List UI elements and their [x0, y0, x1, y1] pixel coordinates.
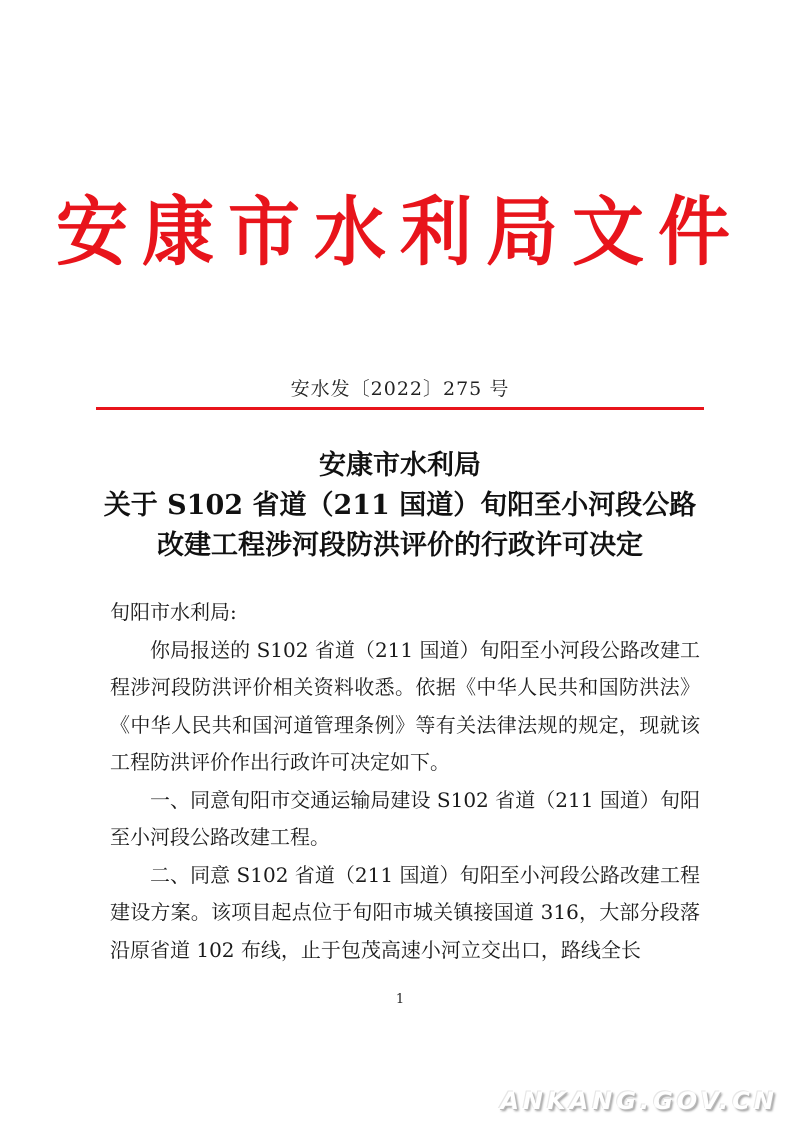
body-paragraph: 你局报送的 S102 省道（211 国道）旬阳至小河段公路改建工程涉河段防洪评价相关资料收悉。依据《中华人民共和国防洪法》《中华人民共和国河道管理条例》等有关法律法规的规定，现就该工程防洪评价作出行政许可决定如下。: [110, 637, 700, 774]
salutation: 旬阳市水利局:: [110, 600, 237, 624]
body-paragraph: 一、同意旬阳市交通运输局建设 S102 省道（211 国道）旬阳至小河段公路改建工程。: [110, 787, 700, 849]
document-body: [110, 594, 700, 969]
document-title: [60, 446, 740, 566]
title-line-subject: 关于 S102 省道（211 国道）旬阳至小河段公路: [103, 490, 697, 521]
title-line-issuer: 安康市水利局: [319, 450, 481, 481]
site-watermark: ANKANG.GOV.CN: [500, 1087, 778, 1115]
title-line-subject-cont: 改建工程涉河段防洪评价的行政许可决定: [157, 530, 643, 561]
document-number: 安水发〔2022〕275 号: [290, 378, 510, 400]
red-divider-line: [96, 407, 704, 410]
page-number: 1: [395, 992, 405, 1007]
body-paragraph: 二、同意 S102 省道（211 国道）旬阳至小河段公路改建工程建设方案。该项目起点位于旬阳市城关镇接国道 316，大部分段落沿原省道 102 布线，止于包茂高速小河立交出口，路线全长: [110, 862, 700, 962]
masthead-title: 安康市水利局文件: [55, 187, 744, 276]
